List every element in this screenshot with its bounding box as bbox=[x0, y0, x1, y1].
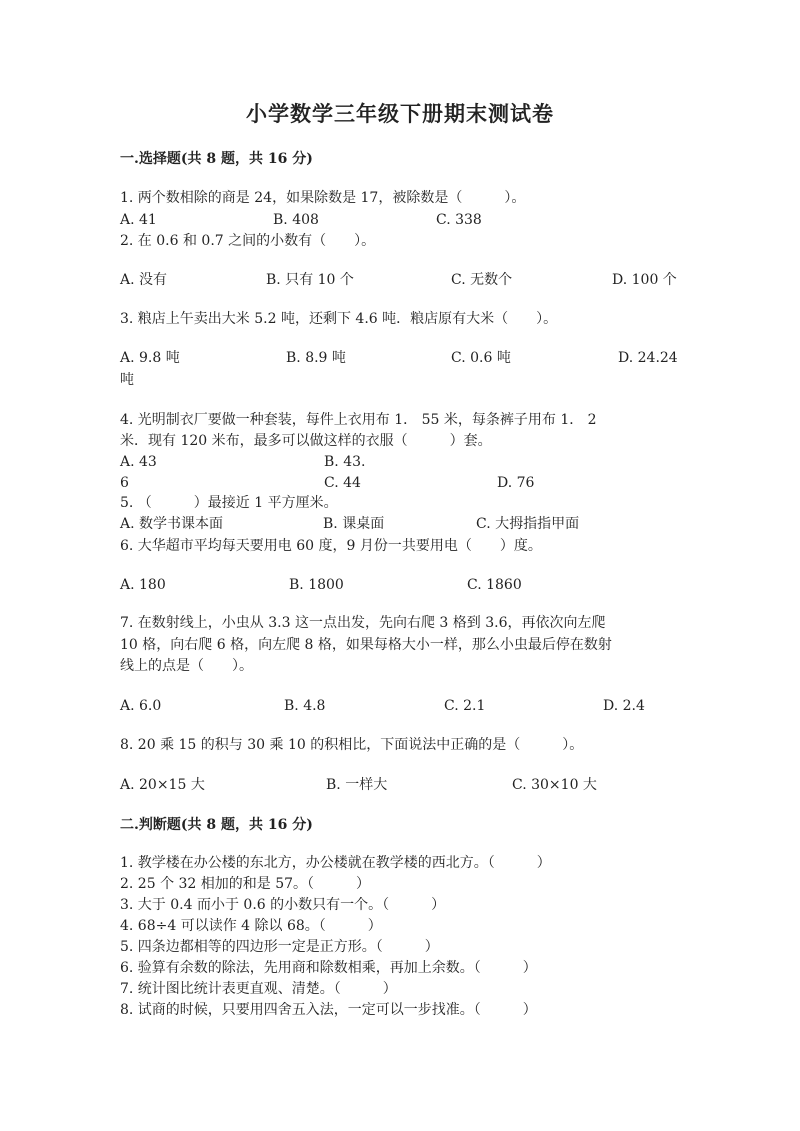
option-a: A. 没有 bbox=[120, 272, 168, 288]
option-b: B. 4.8 bbox=[284, 698, 326, 714]
list-item: 4. 68÷4 可以读作 4 除以 68。（ ） bbox=[120, 918, 382, 934]
list-item: 7. 统计图比统计表更直观、清楚。（ ） bbox=[120, 981, 397, 997]
list-item: 8. 试商的时候，只要用四舍五入法，一定可以一步找准。（ ） bbox=[120, 1002, 537, 1018]
list-item: 5. 四条边都相等的四边形一定是正方形。（ ） bbox=[120, 939, 439, 955]
option-b: B. 408 bbox=[273, 212, 319, 228]
option-b: B. 43. bbox=[324, 454, 366, 470]
option-a: A. 20×15 大 bbox=[120, 777, 205, 793]
option-d: D. 2.4 bbox=[603, 698, 645, 714]
option-a: A. 41 bbox=[120, 212, 157, 228]
question-stem-line2: 10 格，向右爬 6 格，向左爬 8 格，如果每格大小一样，那么小虫最后停在数射 bbox=[120, 637, 612, 653]
option-d: D. 76 bbox=[497, 475, 535, 491]
option-c: C. 0.6 吨 bbox=[451, 350, 511, 366]
list-item: 1. 教学楼在办公楼的东北方，办公楼就在教学楼的西北方。（ ） bbox=[120, 855, 551, 871]
question-stem: 3. 粮店上午卖出大米 5.2 吨，还剩下 4.6 吨．粮店原有大米（ ）。 bbox=[120, 311, 558, 327]
question-stem-line1: 4. 光明制衣厂要做一种套装，每件上衣用布 1． 55 米，每条裤子用布 1． 2 bbox=[120, 412, 597, 428]
option-a: A. 180 bbox=[120, 577, 166, 593]
option-d: D. 100 个 bbox=[612, 272, 677, 288]
list-item: 6. 验算有余数的除法，先用商和除数相乘，再加上余数。（ ） bbox=[120, 960, 537, 976]
option-b: B. 只有 10 个 bbox=[266, 272, 354, 288]
question-stem: 5. （ ）最接近 1 平方厘米。 bbox=[120, 495, 338, 511]
option-a: A. 6.0 bbox=[120, 698, 162, 714]
question-stem-line2: 米．现有 120 米布，最多可以做这样的衣服（ ）套。 bbox=[120, 433, 492, 449]
option-d-continued: 吨 bbox=[120, 372, 134, 388]
option-b: B. 一样大 bbox=[326, 777, 388, 793]
option-c: C. 338 bbox=[436, 212, 482, 228]
option-d: D. 24.24 bbox=[618, 350, 678, 366]
list-item: 2. 25 个 32 相加的和是 57。（ ） bbox=[120, 876, 371, 892]
option-a: A. 9.8 吨 bbox=[120, 350, 180, 366]
question-stem: 2. 在 0.6 和 0.7 之间的小数有（ ）。 bbox=[120, 233, 376, 249]
section-heading-judgement: 二.判断题(共 8 题，共 16 分) bbox=[120, 817, 313, 833]
option-b: B. 8.9 吨 bbox=[286, 350, 346, 366]
option-c: C. 无数个 bbox=[451, 272, 513, 288]
section-heading-choice: 一.选择题(共 8 题，共 16 分) bbox=[120, 151, 313, 167]
option-c: C. 1860 bbox=[467, 577, 522, 593]
list-item: 3. 大于 0.4 而小于 0.6 的小数只有一个。（ ） bbox=[120, 897, 446, 913]
option-c: C. 大拇指指甲面 bbox=[476, 516, 580, 532]
option-b: B. 1800 bbox=[289, 577, 344, 593]
question-stem: 6. 大华超市平均每天要用电 60 度，9 月份一共要用电（ ）度。 bbox=[120, 538, 542, 554]
option-c: C. 44 bbox=[324, 475, 361, 491]
option-a: A. 43 bbox=[120, 454, 157, 470]
option-c: C. 2.1 bbox=[444, 698, 486, 714]
question-stem: 8. 20 乘 15 的积与 30 乘 10 的积相比，下面说法中正确的是（ ）。 bbox=[120, 737, 584, 753]
question-stem-line1: 7. 在数射线上，小虫从 3.3 这一点出发，先向右爬 3 格到 3.6，再依次向左爬 bbox=[120, 615, 606, 631]
option-b: B. 课桌面 bbox=[323, 516, 385, 532]
option-c: C. 30×10 大 bbox=[512, 777, 597, 793]
option-a: A. 数学书课本面 bbox=[120, 516, 224, 532]
page-title: 小学数学三年级下册期末测试卷 bbox=[246, 101, 554, 126]
option-b-continued: 6 bbox=[120, 475, 129, 491]
question-stem: 1. 两个数相除的商是 24，如果除数是 17，被除数是（ ）。 bbox=[120, 190, 526, 206]
question-stem-line3: 线上的点是（ ）。 bbox=[120, 658, 253, 674]
